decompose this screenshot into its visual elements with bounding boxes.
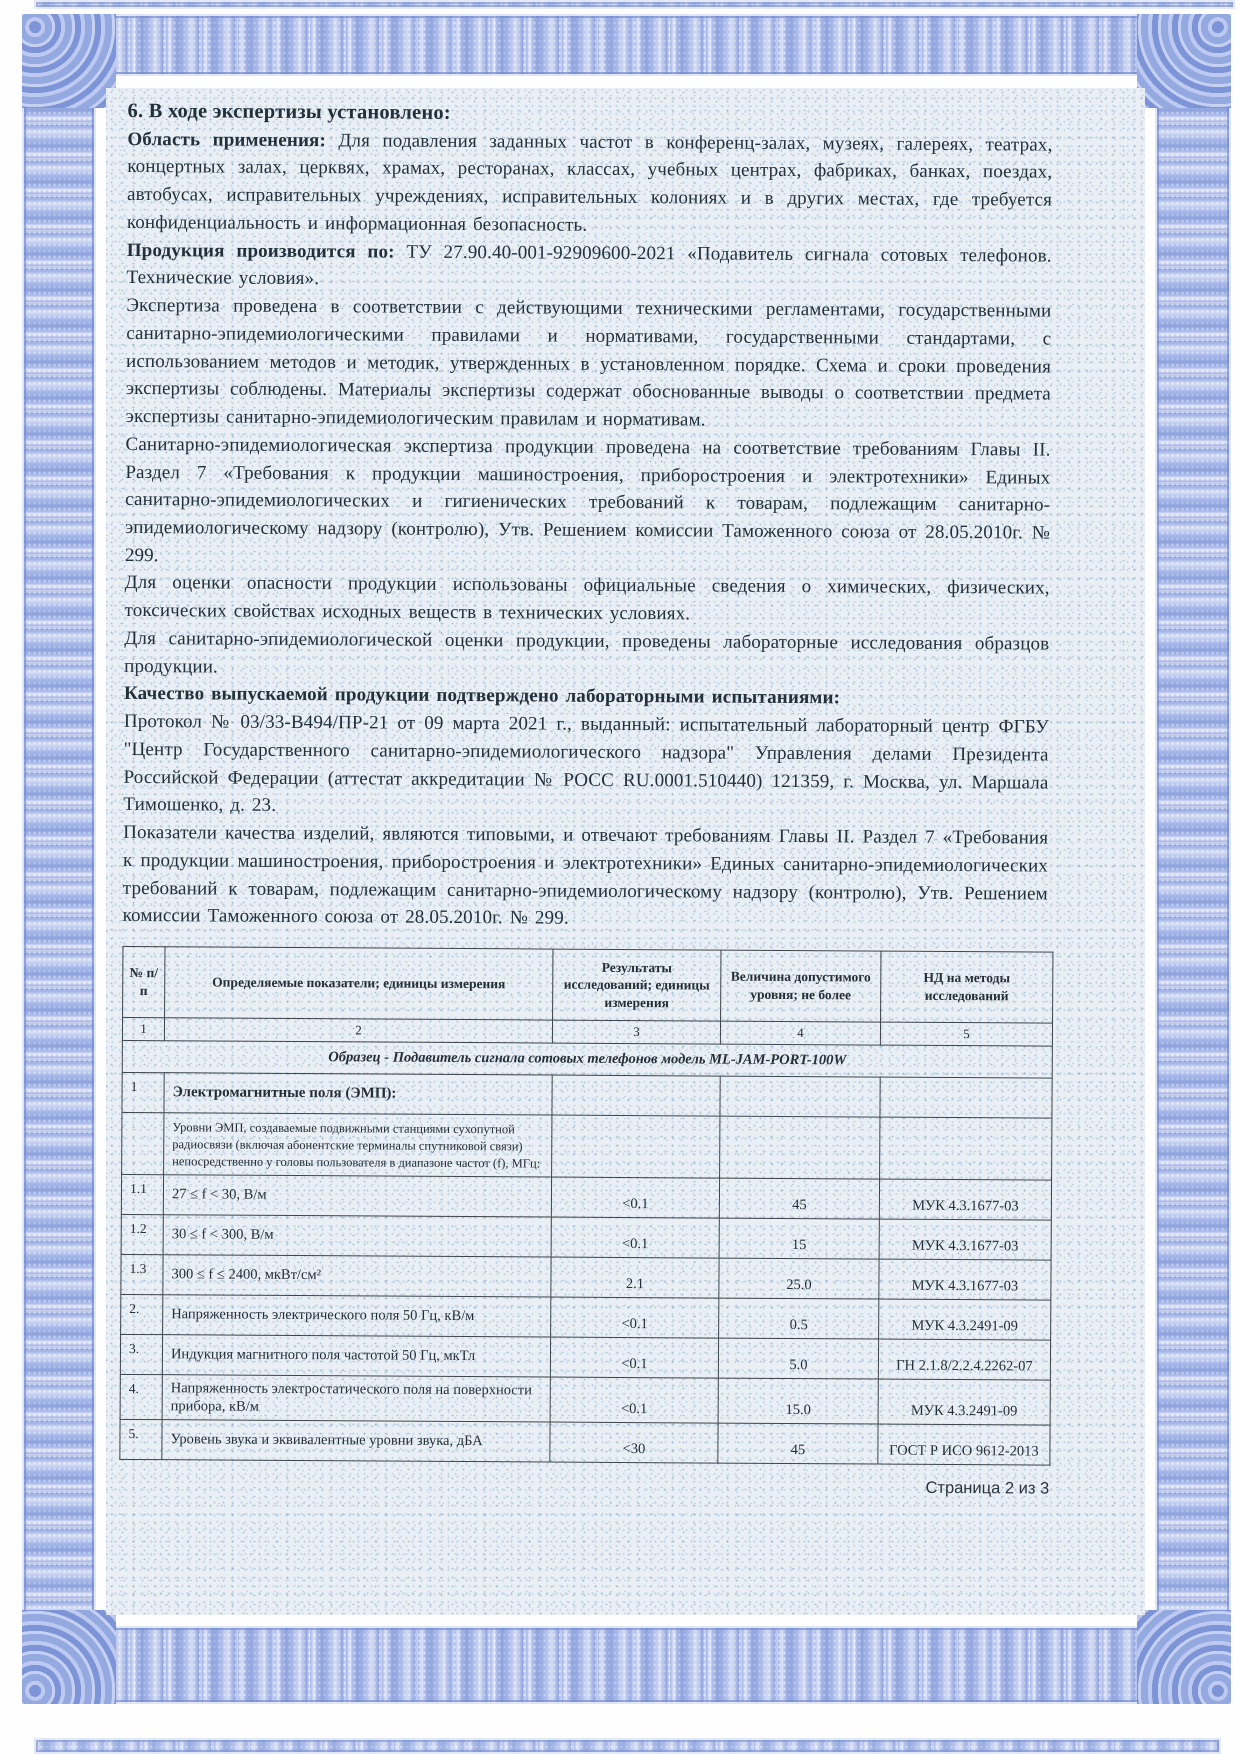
allowed-level-cell [720, 1116, 880, 1179]
paragraph [124, 625, 1049, 686]
paragraph-body: Для подавления заданных частот в конференц-залах, музеях, галереях, театрах, концертных залах, церквях, храмах, ресторанах, классах, учебных центрах, фабриках, банках, поездах, автобусах, исправительных учреждениях, исправительных колониях и в других местах, где требуется конфиденциальность и информационная безопасность. [126, 129, 1053, 236]
table-row [121, 1214, 1051, 1260]
column-number: 2 [164, 1018, 552, 1043]
result-cell: <0.1 [550, 1337, 718, 1378]
allowed-level-cell: 45 [719, 1178, 879, 1219]
paragraph-body: Показатели качества изделий, являются типовыми, и отвечают требованиям Главы II. Раздел 7 «Требования к продукции машиностроения, приборостроения и электротехники» Единых санитарно-эпидемиологических требований к товарам, подлежащим санитарно-эпидемиологическому надзору (контролю), Утв. Решением комиссии Таможенного союза от 28.05.2010г. № 299. [122, 821, 1049, 929]
column-number: 1 [122, 1017, 164, 1040]
column-header: Результаты исследований; единицы измерения [553, 949, 721, 1021]
document-paper-panel [106, 88, 1145, 1615]
allowed-level-cell: 0.5 [719, 1298, 879, 1339]
row-number-cell: 4. [120, 1374, 162, 1420]
table-row [120, 1419, 1050, 1465]
column-header: № п/п [123, 946, 165, 1017]
table-row [121, 1254, 1051, 1300]
table-row [120, 1374, 1050, 1425]
border-corner-fan-ornament [22, 14, 116, 108]
indicator-cell: Уровни ЭМП, создаваемые подвижными станциями сухопутной радиосвязи (включая абонентские терминалы спутниковой связи) непосредственно у головы пользователя в диапазоне частот (f), МГц: [164, 1113, 552, 1177]
indicator-cell: 30 ≤ f < 300, В/м [163, 1214, 551, 1256]
result-cell: <0.1 [550, 1377, 718, 1423]
paragraph [126, 237, 1051, 298]
guilloche-border-top [22, 14, 1231, 76]
column-header: НД на методы исследований [881, 951, 1053, 1023]
method-cell [880, 1117, 1052, 1180]
row-number-cell: 1.1 [121, 1174, 163, 1214]
row-number-cell: 2. [121, 1294, 163, 1334]
border-edge-strip-top [34, 0, 1235, 9]
indicator-cell: 27 ≤ f < 30, В/м [163, 1174, 551, 1216]
paragraph-body: Протокол № 03/33-В494/ПР-21 от 09 марта 2021 г., выданный: испытательный лабораторный центр ФГБУ "Центр Государственного санитарно-эпидемиологического надзора" Управления делами Президента Российской Федерации (аттестат аккредитации № РОСС RU.0001.510440) 121359, г. Москва, ул. Маршала Тимошенко, д. 23. [123, 711, 1049, 817]
row-number-cell: 3. [120, 1334, 162, 1374]
paragraph-body: Санитарно-эпидемиологическая экспертиза продукции проведена на соответствие требованиям Главы II. Раздел 7 «Требования к продукции машиностроения, приборостроения и электротехники» Единых санитарно-эпидемиологических и гигиенических требований к товарам, подлежащим санитарно-эпидемиологическому надзору (контролю), Утв. Решением комиссии Таможенного союза от 28.05.2010г. № 299. [124, 433, 1051, 566]
column-header: Величина допустимого уровня; не более [721, 950, 881, 1022]
column-number: 4 [720, 1021, 880, 1045]
guilloche-border-left [22, 14, 96, 1704]
indicator-cell: Напряженность электрического поля 50 Гц, кВ/м [163, 1294, 551, 1336]
table-row [120, 1334, 1050, 1380]
result-cell: <0.1 [551, 1217, 719, 1258]
border-corner-fan-ornament [1137, 14, 1231, 108]
paragraph [123, 708, 1049, 825]
border-edge-strip-bottom [34, 1738, 1221, 1754]
indicator-cell: 300 ≤ f ≤ 2400, мкВт/см² [163, 1254, 551, 1296]
paragraph [123, 819, 1049, 936]
indicator-cell: Электромагнитные поля (ЭМП): [164, 1073, 552, 1115]
table-row [121, 1294, 1051, 1340]
row-number-cell: 1.3 [121, 1254, 163, 1294]
result-cell: 2.1 [551, 1257, 719, 1298]
paragraph-body: Для санитарно-эпидемиологической оценки продукции, проведены лабораторные исследования образцов продукции. [124, 627, 1050, 678]
results-table [119, 946, 1053, 1466]
border-corner-fan-ornament [22, 1610, 116, 1704]
allowed-level-cell: 15.0 [718, 1378, 878, 1424]
method-cell: МУК 4.3.1677-03 [879, 1259, 1051, 1300]
table-row [122, 1112, 1052, 1179]
column-header: Определяемые показатели; единицы измерения [165, 947, 553, 1020]
indicator-cell: Индукция магнитного поля частотой 50 Гц, мкТл [162, 1334, 550, 1376]
allowed-level-cell: 45 [718, 1423, 878, 1464]
guilloche-border-bottom [22, 1626, 1231, 1704]
indicator-cell: Уровень звука и эквивалентные уровни звука, дБА [162, 1420, 550, 1462]
method-cell [880, 1077, 1052, 1118]
column-number: 5 [880, 1022, 1052, 1046]
paragraph-lead: Качество выпускаемой продукции подтверждено лабораторными испытаниями: [123, 683, 841, 709]
allowed-level-cell: 15 [719, 1218, 879, 1259]
row-number-cell: 5. [120, 1419, 162, 1459]
method-cell: ГОСТ Р ИСО 9612-2013 [878, 1424, 1050, 1465]
paragraph [126, 292, 1052, 436]
guilloche-border-right [1155, 14, 1231, 1704]
table-row [122, 1072, 1052, 1118]
result-cell [552, 1115, 720, 1178]
method-cell: МУК 4.3.2491-09 [879, 1299, 1051, 1340]
page-number-label: Страница 2 из 3 [925, 1478, 1050, 1498]
paragraph [127, 126, 1053, 243]
row-number-cell: 1.2 [121, 1214, 163, 1254]
allowed-level-cell [720, 1076, 880, 1117]
row-number-cell: 1 [122, 1072, 164, 1112]
paragraph-body: ТУ 27.90.40-001-92909600-2021 «Подавитель сигнала сотовых телефонов. Технические условия». [126, 241, 1052, 290]
result-cell [552, 1075, 720, 1116]
border-corner-fan-ornament [1137, 1610, 1231, 1704]
document-content [106, 88, 1145, 1615]
method-cell: МУК 4.3.2491-09 [878, 1379, 1050, 1425]
paragraph [124, 569, 1049, 630]
paragraph [125, 431, 1051, 575]
sample-caption: Образец - Подавитель сигнала сотовых телефонов модель ML-JAM-PORT-100W [122, 1040, 1052, 1078]
result-cell: <30 [550, 1422, 718, 1463]
indicator-cell: Напряженность электростатического поля на поверхности прибора, кВ/м [162, 1374, 550, 1422]
table-header-row [123, 946, 1053, 1023]
table-row [121, 1174, 1051, 1220]
paragraph-lead: Область применения: [127, 128, 339, 151]
allowed-level-cell: 5.0 [718, 1338, 878, 1379]
allowed-level-cell: 25.0 [719, 1258, 879, 1299]
paragraph-body: Для оценки опасности продукции использованы официальные сведения о химических, физических, токсических свойствах исходных веществ в технических условиях. [124, 572, 1050, 625]
column-number: 3 [552, 1020, 720, 1044]
paragraph-lead: Продукция производится по: [126, 239, 407, 263]
row-number-cell [122, 1112, 164, 1174]
result-cell: <0.1 [551, 1177, 719, 1218]
paragraph-body: Экспертиза проведена в соответствии с действующими техническими регламентами, государственными санитарно-эпидемиологическими правилами и нормативами, государственными стандартами, с использованием методов и методик, утвержденных в установленном порядке. Схема и сроки проведения экспертизы соблюдены. Материалы экспертизы содержат обоснованные выводы о соответствии предмета экспертизы санитарно-эпидемиологическим правилам и нормативам. [125, 295, 1052, 431]
method-cell: ГН 2.1.8/2.2.4.2262-07 [878, 1339, 1050, 1380]
paragraphs [123, 126, 1053, 936]
method-cell: МУК 4.3.1677-03 [879, 1179, 1051, 1220]
method-cell: МУК 4.3.1677-03 [879, 1219, 1051, 1260]
result-cell: <0.1 [551, 1297, 719, 1338]
section-heading: 6. В ходе экспертизы установлено: [127, 99, 451, 124]
